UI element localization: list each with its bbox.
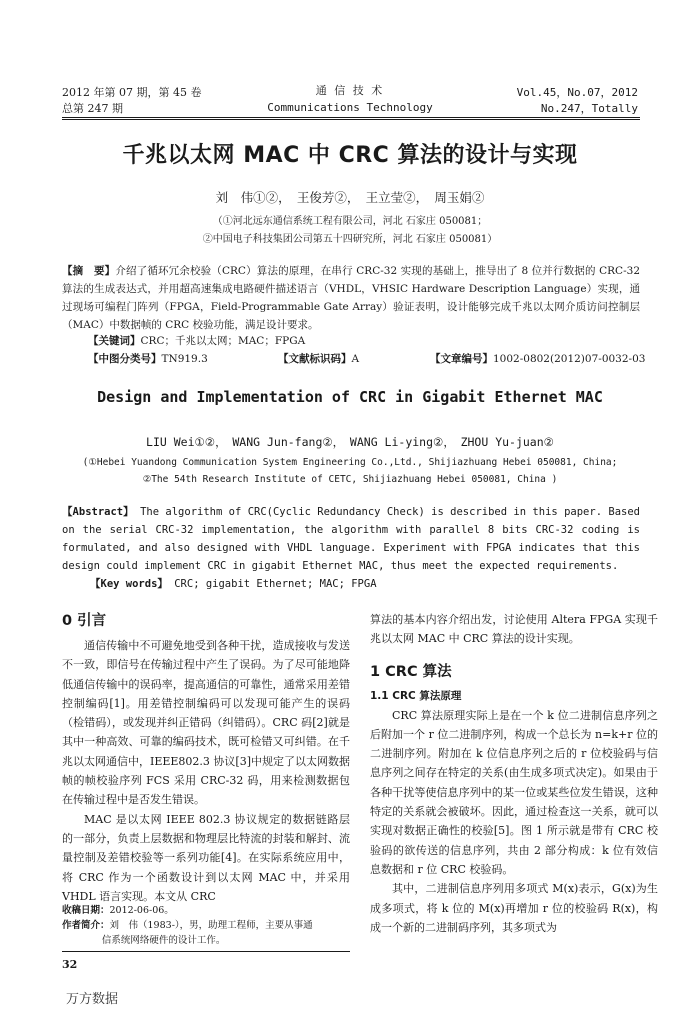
body-column-right — [370, 610, 658, 937]
received-value: 2012-06-06。 — [109, 905, 174, 916]
abstract-cn-text: 介绍了循环冗余校验（CRC）算法的原理，在串行 CRC-32 实现的基础上，推导出了 8 位并行数据的 CRC-32 算法的生成表达式，并用超高速集成电路硬件描述语言（VHDL，VHSIC Hardware Description Language）实现，通过现场可编程门阵列（FPGA，Field-Programmable Gate Array）验证表明，设计能够完成千兆以太网介质访问控制层（MAC）中数据帧的 CRC 校验功能，满足设计要求。 — [62, 265, 641, 331]
received-label: 收稿日期： — [62, 905, 110, 916]
authors-cn: 刘 伟①②， 王俊芳②， 王立莹②， 周玉娟② — [215, 190, 485, 205]
keywords-cn-text: CRC；千兆以太网；MAC；FPGA — [140, 335, 306, 347]
paragraph-crc-principle-2: 其中，二进制信息序列用多项式 M(x)表示，G(x)为生成多项式，将 k 位的 M(x)再增加 r 位的校验码 R(x)，构成一个新的二进制码序列，其多项式为 — [370, 882, 658, 934]
clc-number — [88, 351, 208, 366]
page-number: 32 — [62, 958, 78, 971]
abstract-en-label: 【Abstract】 — [62, 506, 134, 518]
affiliation-en-2: ②The 54th Research Institute of CETC, Shijiazhuang Hebei 050081, China ) — [142, 474, 558, 485]
keywords-en — [90, 576, 377, 591]
header-right-line1: Vol.45，No.07，2012 — [516, 86, 638, 99]
article-number-value: 1002-0802(2012)07-0032-03 — [493, 353, 646, 365]
header-rule-thick — [62, 119, 640, 120]
affiliation-en-1: (①Hebei Yuandong Communication System Engineering Co.,Ltd., Shijiazhuang Hebei 050081, China; — [82, 457, 618, 468]
affiliation-cn-2: ②中国电子科技集团公司第五十四研究所，河北 石家庄 050081） — [202, 234, 498, 245]
paper-title-cn: 千兆以太网 MAC 中 CRC 算法的设计与实现 — [122, 143, 578, 168]
section-heading-introduction: 0 引言 — [62, 613, 107, 629]
paper-title-en: Design and Implementation of CRC in Gigabit Ethernet MAC — [97, 388, 603, 406]
abstract-en — [62, 503, 640, 575]
keywords-cn-label: 【关键词】 — [88, 335, 141, 347]
abstract-cn-label: 【摘 要】 — [62, 265, 116, 277]
affiliation-cn-1: （①河北远东通信系统工程有限公司，河北 石家庄 050081； — [212, 216, 488, 227]
article-number — [430, 351, 645, 366]
header-left-line2: 总第 247 期 — [62, 102, 123, 115]
paragraph-introduction-1: 通信传输中不可避免地受到各种干扰，造成接收与发送不一致，即信号在传输过程中产生了误码。为了尽可能地降低通信传输中的误码率，提高通信的可靠性，通常采用差错控制编码[1]。用差错控制编码可以发现可能产生的误码（检错码），或发现并纠正错码（纠错码）。CRC 码[2]就是其中一种高效、可靠的编码技术，既可检错又可纠错。在千兆以太网通信中，IEEE802.3 协议[3]中规定了以太网数据帧的帧校验序列 FCS 采用 CRC-32 码，用来检测数据包在传输过程中是否发生错误。 — [62, 639, 351, 807]
article-number-label: 【文章编号】 — [430, 353, 493, 365]
keywords-en-label: 【Key words】 — [90, 578, 168, 590]
author-bio-value: 刘 伟（1983-），男，助理工程师，主要从事通 — [109, 920, 313, 931]
watermark-text: 万方数据 — [66, 992, 119, 1007]
header-center-line2: Communications Technology — [267, 101, 433, 114]
paragraph-introduction-2: MAC 是以太网 IEEE 802.3 协议规定的数据链路层的一部分，负责上层数据和物理层比特流的封装和解封、流量控制及差错校验等一系列功能[4]。在实际系统应用中，将 CRC 作为一个函数设计到以太网 MAC 中，并采用 VHDL 语言实现。本文从 CRC — [62, 812, 350, 903]
header-rule — [62, 117, 640, 118]
body-column-left — [62, 610, 350, 906]
clc-value: TN919.3 — [161, 353, 208, 365]
keywords-en-text: CRC; gigabit Ethernet; MAC; FPGA — [167, 578, 377, 590]
subsection-heading-crc-principle: 1.1 CRC 算法原理 — [370, 689, 462, 702]
header-right-line2: No.247，Totally — [540, 102, 638, 115]
header-left-line1: 2012 年第 07 期，第 45 卷 — [62, 86, 202, 99]
header-center-line1: 通 信 技 术 — [315, 84, 385, 97]
footnote-rule — [62, 951, 350, 952]
author-bio — [62, 918, 350, 933]
document-code — [278, 351, 359, 366]
document-code-label: 【文献标识码】 — [278, 353, 352, 365]
received-date — [62, 903, 350, 918]
document-code-value: A — [351, 353, 360, 365]
author-bio-label: 作者简介： — [62, 920, 110, 931]
authors-en: LIU Wei①②， WANG Jun-fang②， WANG Li-ying②， ZHOU Yu-juan② — [146, 435, 554, 449]
keywords-cn — [88, 333, 305, 348]
author-bio-continued: 信系统网络硬件的设计工作。 — [101, 935, 226, 946]
abstract-en-text: The algorithm of CRC(Cyclic Redundancy Check) is described in this paper. Based on the serial CRC-32 implementation, the algorithm with parallel 8 bits CRC-32 coding is formulated, and also designed with VHDL language. Experiment with FPGA indicates that this design could implement CRC in gigabit Ethernet MAC, thus meet the expected requirements. — [62, 506, 640, 572]
abstract-cn — [62, 262, 640, 334]
paragraph-crc-principle-1: CRC 算法原理实际上是在一个 k 位二进制信息序列之后附加一个 r 位二进制序列，构成一个总长为 n=k+r 位的二进制序列。附加在 k 位信息序列之后的 r 位校验码与信息序列之间存在特定的关系(由生成多项式决定)。如果由于各种干扰等使信息序列中的某一位或某些位发生错误，这种特定的关系就会被破坏。因此，通过检查这一关系，就可以实现对数据正确性的校验[5]。图 1 所示就是带有 CRC 校验码的欲传送的信息序列，共由 2 部分构成：k 位有效信息数据和 r 位 CRC 校验码。 — [370, 708, 658, 876]
clc-label: 【中图分类号】 — [88, 353, 162, 365]
section-heading-crc: 1 CRC 算法 — [370, 663, 452, 680]
paragraph-introduction-continued: 算法的基本内容介绍出发，讨论使用 Altera FPGA 实现千兆以太网 MAC 中 CRC 算法的设计实现。 — [370, 613, 658, 646]
footnote — [62, 903, 350, 948]
